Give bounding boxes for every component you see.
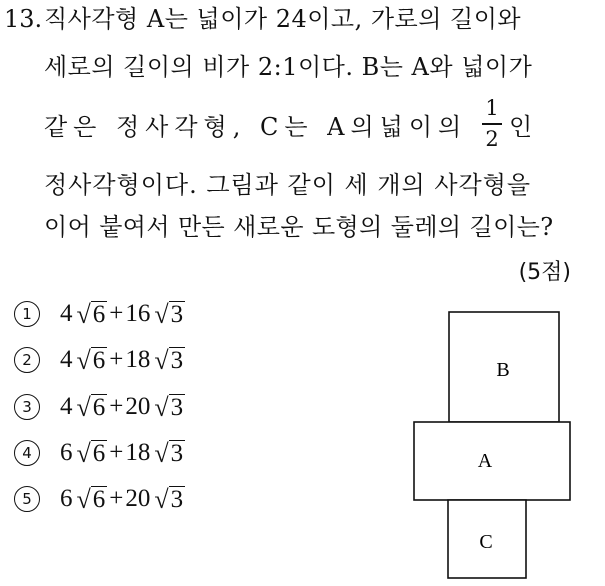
- choice-marker: 5: [14, 486, 40, 512]
- choice-marker: 1: [14, 301, 40, 327]
- radical-sign-icon: √: [76, 484, 91, 514]
- coef-b: 18: [125, 439, 151, 466]
- coef-b: 20: [125, 485, 151, 512]
- radical-sign-icon: √: [154, 392, 169, 422]
- radicand: 6: [92, 300, 106, 328]
- coef-a: 6: [60, 439, 73, 466]
- fraction-denominator: 2: [485, 127, 499, 151]
- radical-sign-icon: √: [76, 299, 91, 329]
- coef-b: 20: [125, 393, 151, 420]
- radical-sign-icon: √: [76, 438, 91, 468]
- radicand: 3: [170, 393, 184, 421]
- radicand: 6: [92, 346, 106, 374]
- plus-sign: +: [109, 485, 124, 512]
- radicand: 3: [170, 300, 184, 328]
- question-line-2: 세로의 길이의 비가 2:1이다. B는 A와 넓이가: [44, 53, 533, 81]
- plus-sign: +: [109, 300, 124, 327]
- radical-sign-icon: √: [76, 345, 91, 375]
- radical-sign-icon: √: [154, 438, 169, 468]
- radical-sign-icon: √: [154, 484, 169, 514]
- question-line-1: 직사각형 A는 넓이가 24이고, 가로의 길이와: [44, 5, 522, 33]
- coef-a: 6: [60, 485, 73, 512]
- question-number: 13.: [4, 5, 43, 33]
- coef-b: 16: [125, 300, 151, 327]
- coef-a: 4: [60, 393, 73, 420]
- radicand: 6: [92, 485, 106, 513]
- coef-a: 4: [60, 300, 73, 327]
- radical-sign-icon: √: [154, 299, 169, 329]
- choice-marker: 4: [14, 440, 40, 466]
- radicand: 6: [92, 439, 106, 467]
- question-line-3: 같은 정사각형, C는 A의넓이의: [44, 113, 468, 141]
- plus-sign: +: [109, 439, 124, 466]
- coef-b: 18: [125, 346, 151, 373]
- label-b: B: [496, 359, 510, 381]
- question-line-3-end: 인: [509, 113, 533, 141]
- question-line-5: 이어 붙여서 만든 새로운 도형의 둘레의 길이는?: [44, 213, 554, 241]
- plus-sign: +: [109, 393, 124, 420]
- plus-sign: +: [109, 346, 124, 373]
- choice-marker: 3: [14, 394, 40, 420]
- label-a: A: [477, 450, 493, 472]
- radical-sign-icon: √: [154, 345, 169, 375]
- label-c: C: [479, 531, 493, 553]
- score-label: (5점): [518, 260, 571, 285]
- choice-marker: 2: [14, 347, 40, 373]
- fraction-numerator: 1: [485, 96, 499, 120]
- question-line-4: 정사각형이다. 그림과 같이 세 개의 사각형을: [44, 171, 532, 199]
- radicand: 3: [170, 346, 184, 374]
- coef-a: 4: [60, 346, 73, 373]
- radical-sign-icon: √: [76, 392, 91, 422]
- radicand: 3: [170, 485, 184, 513]
- radicand: 6: [92, 393, 106, 421]
- radicand: 3: [170, 439, 184, 467]
